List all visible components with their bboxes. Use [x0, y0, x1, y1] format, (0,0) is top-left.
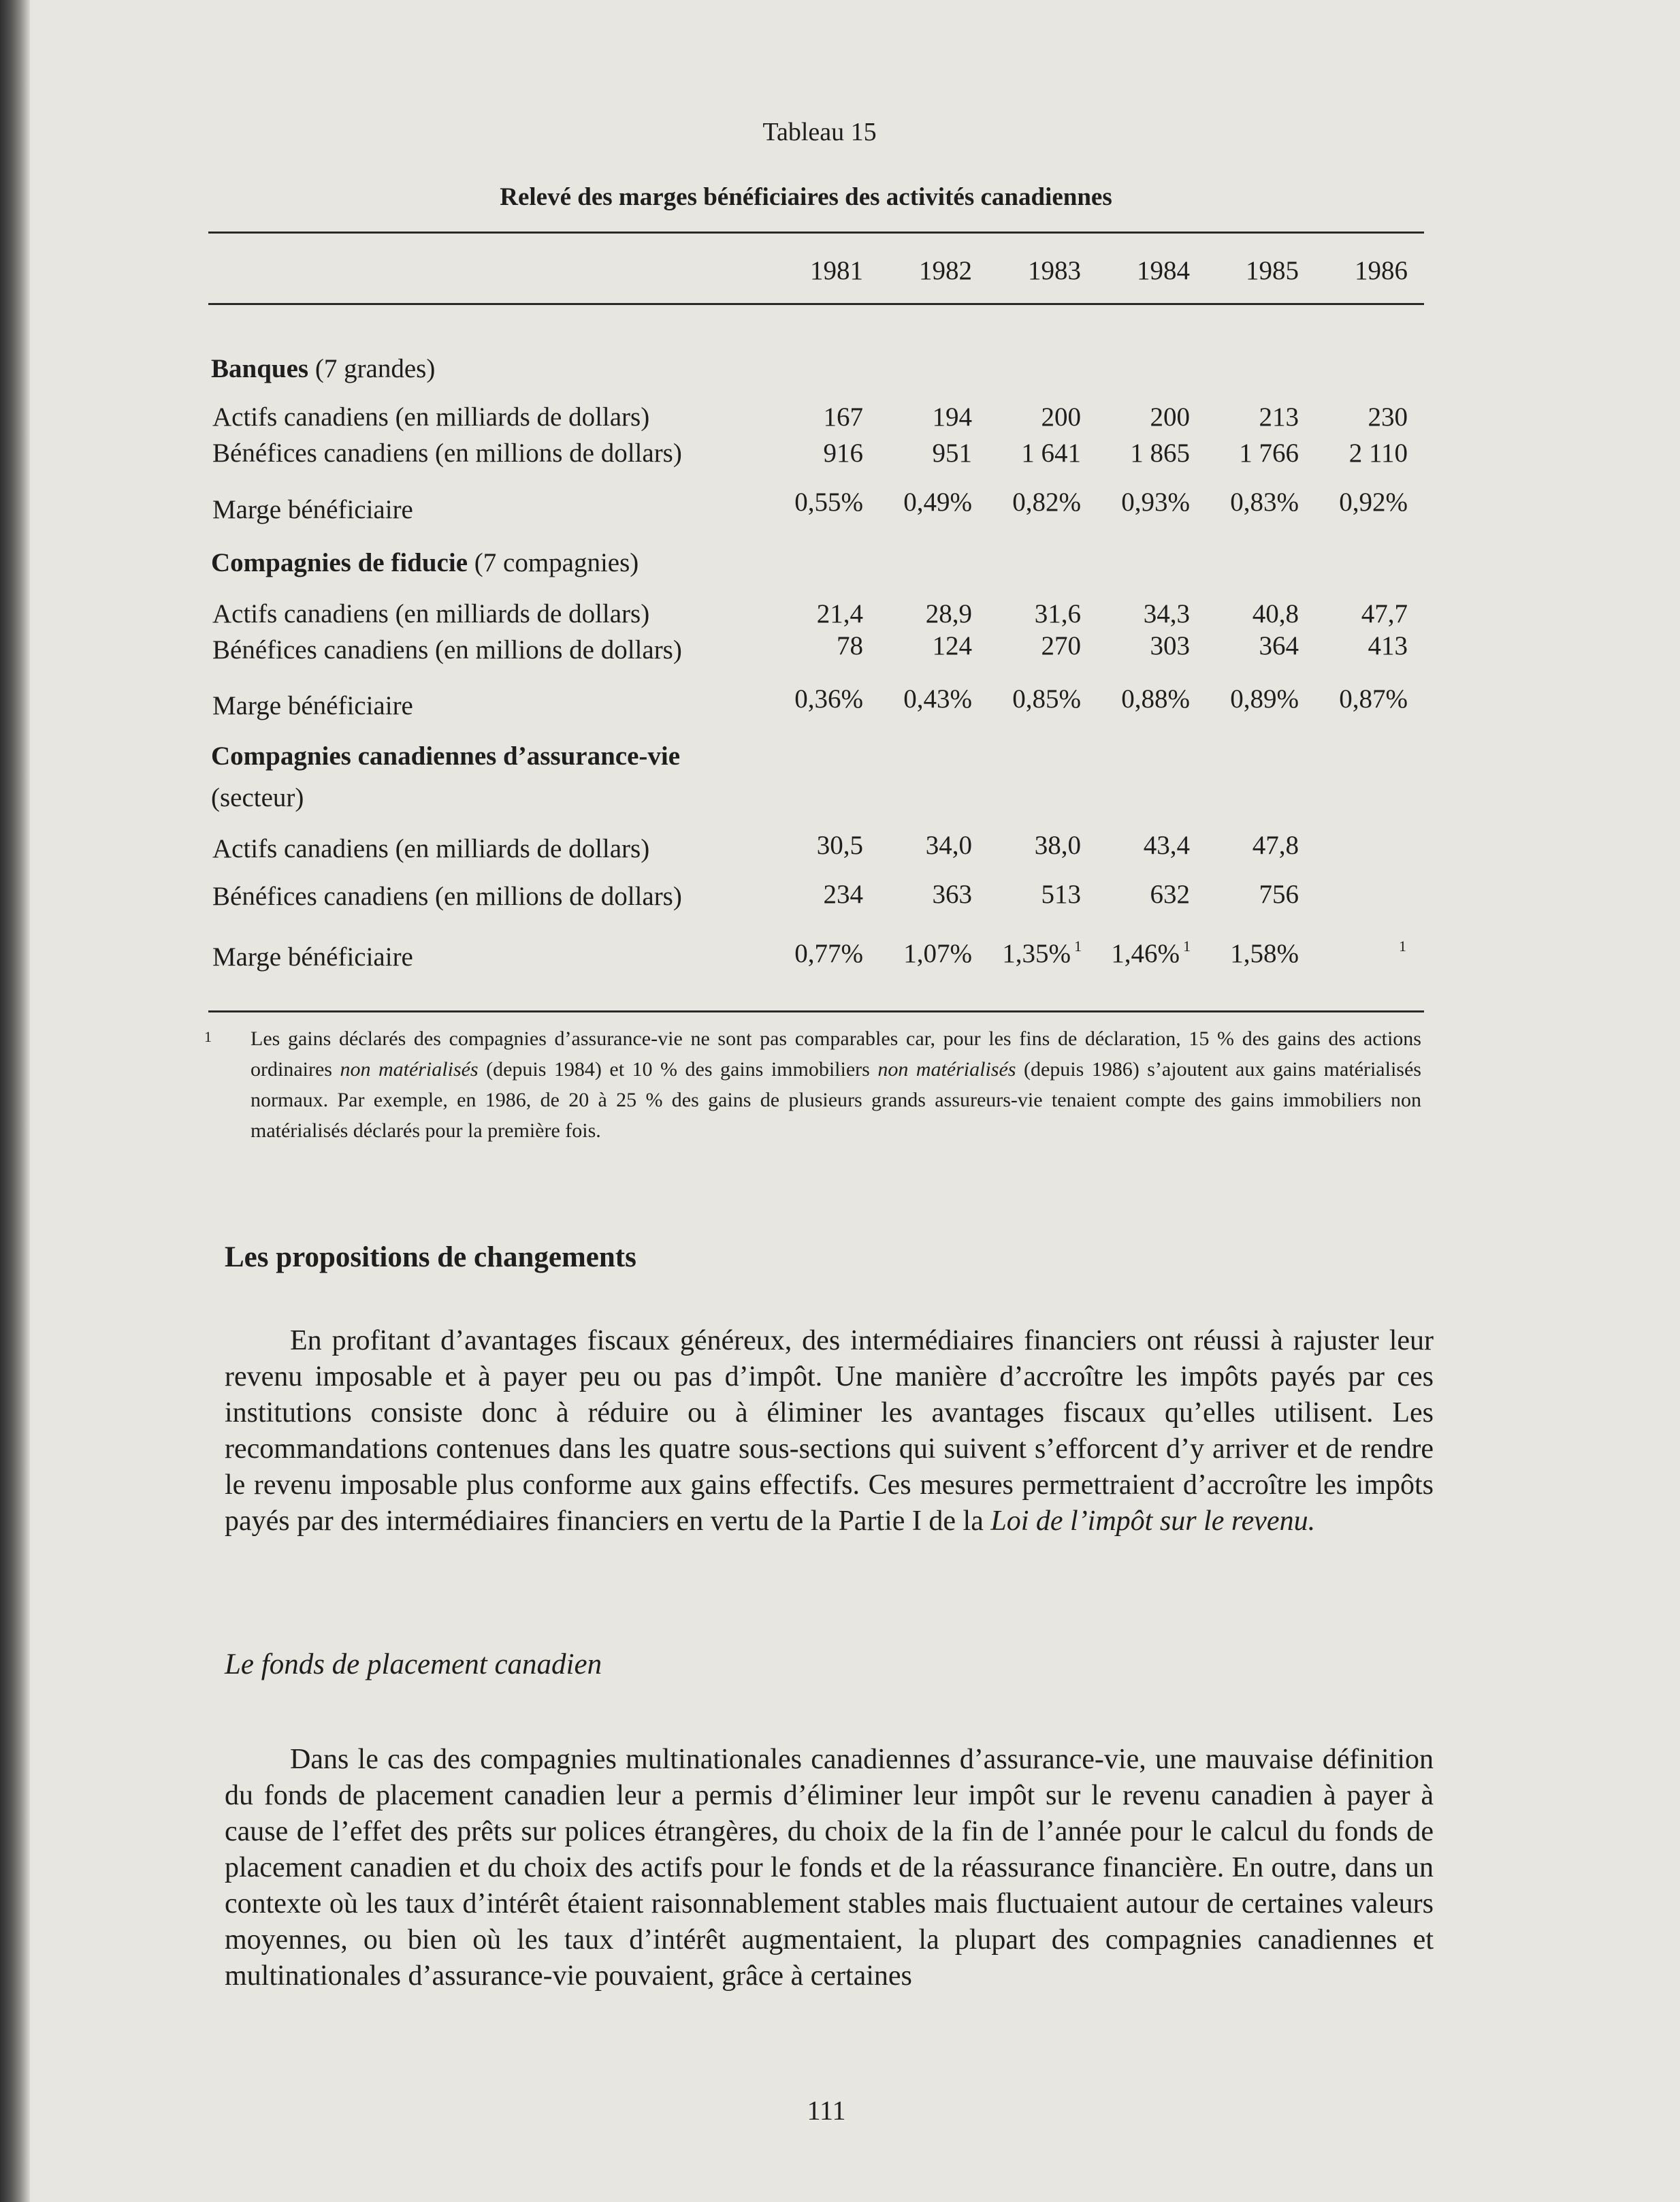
row-label: Marge bénéficiaire	[212, 942, 413, 972]
table-cell: 916	[823, 438, 863, 468]
section-heading-fiducie: Compagnies de fiducie (7 compagnies)	[211, 548, 639, 577]
table-cell: 0,82%	[1012, 488, 1081, 517]
row-label: Bénéfices canadiens (en millions de dollars)	[212, 882, 682, 911]
table-cell: 363	[932, 880, 972, 909]
table-cell: 513	[1041, 880, 1081, 909]
table-cell: 0,55%	[794, 488, 863, 517]
footnote-marker: 1	[1074, 938, 1082, 955]
subsection-heading: Le fonds de placement canadien	[225, 1648, 602, 1680]
table-cell: 0,87%	[1339, 684, 1408, 714]
table-cell: 167	[823, 402, 863, 432]
table-cell: 0,83%	[1230, 488, 1299, 517]
paragraph-fonds: Dans le cas des compagnies multinationales canadiennes d’assurance-vie, une mauvaise définition du fonds de placement canadien leur a permis d’éliminer leur impôt sur le revenu canadien à payer à cause de l’effet des prêts sur polices étrangères, du choix de la fin de l’année pour le calcul du fonds de placement canadien et du choix des actifs pour le fonds et de la réassurance financière. En outre, dans un contexte où les taux d’intérêt étaient raisonnablement stables mais fluctuaient autour de certaines valeurs moyennes, ou bien où les taux d’intérêt augmentaient, la plupart des compagnies canadiennes et multinationales d’assurance-vie pouvaient, grâce à certaines	[225, 1744, 1434, 1992]
year-header-1986: 1986	[1355, 256, 1408, 285]
table-cell: 632	[1150, 880, 1190, 909]
table-cell: 200	[1150, 402, 1190, 432]
year-header-1984: 1984	[1137, 256, 1190, 285]
table-cell: 124	[932, 631, 972, 660]
table-cell: 0,93%	[1121, 488, 1190, 517]
table-cell: 0,77%	[794, 939, 863, 968]
table-cell: 0,88%	[1121, 684, 1190, 714]
table-cell: 364	[1259, 631, 1299, 660]
year-header-1985: 1985	[1246, 256, 1299, 285]
table-cell: 0,89%	[1230, 684, 1299, 714]
section-heading-assurance-vie-line2: (secteur)	[211, 783, 304, 812]
table-top-rule	[208, 232, 1424, 234]
table-header-rule	[208, 303, 1424, 305]
table-cell: 1 865	[1130, 438, 1190, 468]
table-cell: 78	[837, 631, 863, 660]
table-cell: 2 110	[1348, 438, 1408, 468]
table-footnote: Les gains déclarés des compagnies d’assurance-vie ne sont pas comparables car, pour les fins de déclaration, 15 % des gains des actions ordinaires non matérialisés (depuis 1984) et 10 % des gains immobiliers non matérialisés (depuis 1986) s’ajoutent aux gains matérialisés normaux. Par exemple, en 1986, de 20 à 25 % des gains de plusieurs grands assureurs-vie tenaient compte des gains immobiliers non matérialisés déclarés pour la première fois.	[251, 1027, 1421, 1142]
table-cell: 0,43%	[903, 684, 972, 714]
paragraph-intro: En profitant d’avantages fiscaux généreux, des intermédiaires financiers ont réussi à rajuster leur revenu imposable et à payer peu ou pas d’impôt. Une manière d’accroître les impôts payés par ces institutions consiste donc à réduire ou à éliminer les avantages fiscaux qu’elles utilisent. Les recommandations contenues dans les quatre sous-sections qui suivent s’efforcent d’y arriver et de rendre le revenu imposable plus conforme aux gains effectifs. Ces mesures permettraient d’accroître les impôts payés par des intermédiaires financiers en vertu de la Partie I de la Loi de l’impôt sur le revenu.	[225, 1325, 1434, 1537]
row-label: Bénéfices canadiens (en millions de dollars)	[212, 438, 682, 468]
table-title: Relevé des marges bénéficiaires des activités canadiennes	[500, 183, 1112, 211]
table-cell: 47,7	[1361, 599, 1408, 628]
row-label: Marge bénéficiaire	[212, 495, 413, 524]
year-header-1981: 1981	[810, 256, 863, 285]
table-cell: 1,46%	[1111, 939, 1180, 968]
section-heading-assurance-vie: Compagnies canadiennes d’assurance-vie	[211, 741, 681, 771]
table-cell: 756	[1259, 880, 1299, 909]
table-caption: Tableau 15	[762, 118, 877, 146]
table-cell: 0,49%	[903, 488, 972, 517]
table-cell: 34,3	[1143, 599, 1190, 628]
page-number: 111	[807, 2095, 846, 2126]
table-cell: 28,9	[925, 599, 972, 628]
table-cell: 30,5	[816, 831, 863, 860]
row-label: Actifs canadiens (en milliards de dollars)	[212, 599, 650, 628]
table-cell: 200	[1041, 402, 1081, 432]
table-bottom-rule	[208, 1010, 1424, 1012]
table-cell: 1,35%	[1002, 939, 1071, 968]
row-label: Marge bénéficiaire	[212, 691, 413, 720]
table-cell: 34,0	[925, 831, 972, 860]
row-label: Actifs canadiens (en milliards de dollars)	[212, 834, 650, 863]
table-cell: 194	[932, 402, 972, 432]
table-cell: 40,8	[1252, 599, 1299, 628]
table-cell: 21,4	[816, 599, 863, 628]
table-cell: 1,07%	[903, 939, 972, 968]
table-cell: 270	[1041, 631, 1081, 660]
table-cell: 234	[823, 880, 863, 909]
table-cell: 31,6	[1034, 599, 1081, 628]
table-cell: 0,36%	[794, 684, 863, 714]
section-heading-banques: Banques (7 grandes)	[211, 354, 436, 383]
section-heading: Les propositions de changements	[225, 1241, 636, 1273]
footnote-marker: 1	[1183, 938, 1191, 955]
table-cell: 951	[932, 438, 972, 468]
table-cell: 413	[1368, 631, 1408, 660]
footnote-marker: 1	[1399, 938, 1406, 955]
table-cell: 0,85%	[1012, 684, 1081, 714]
table-cell: 47,8	[1252, 831, 1299, 860]
year-header-1982: 1982	[919, 256, 972, 285]
table-cell: 1 641	[1021, 438, 1081, 468]
row-label: Bénéfices canadiens (en millions de dollars)	[212, 635, 682, 665]
table-cell: 1 766	[1239, 438, 1299, 468]
book-spine-shadow	[0, 0, 30, 2202]
row-label: Actifs canadiens (en milliards de dollars)	[212, 402, 650, 432]
table-cell: 0,92%	[1339, 488, 1408, 517]
year-header-1983: 1983	[1028, 256, 1081, 285]
table-cell: 213	[1259, 402, 1299, 432]
footnote-number: 1	[204, 1028, 212, 1045]
table-cell: 38,0	[1034, 831, 1081, 860]
table-cell: 1,58%	[1230, 939, 1299, 968]
table-cell: 230	[1368, 402, 1408, 432]
table-cell: 303	[1150, 631, 1190, 660]
table-cell: 43,4	[1143, 831, 1190, 860]
